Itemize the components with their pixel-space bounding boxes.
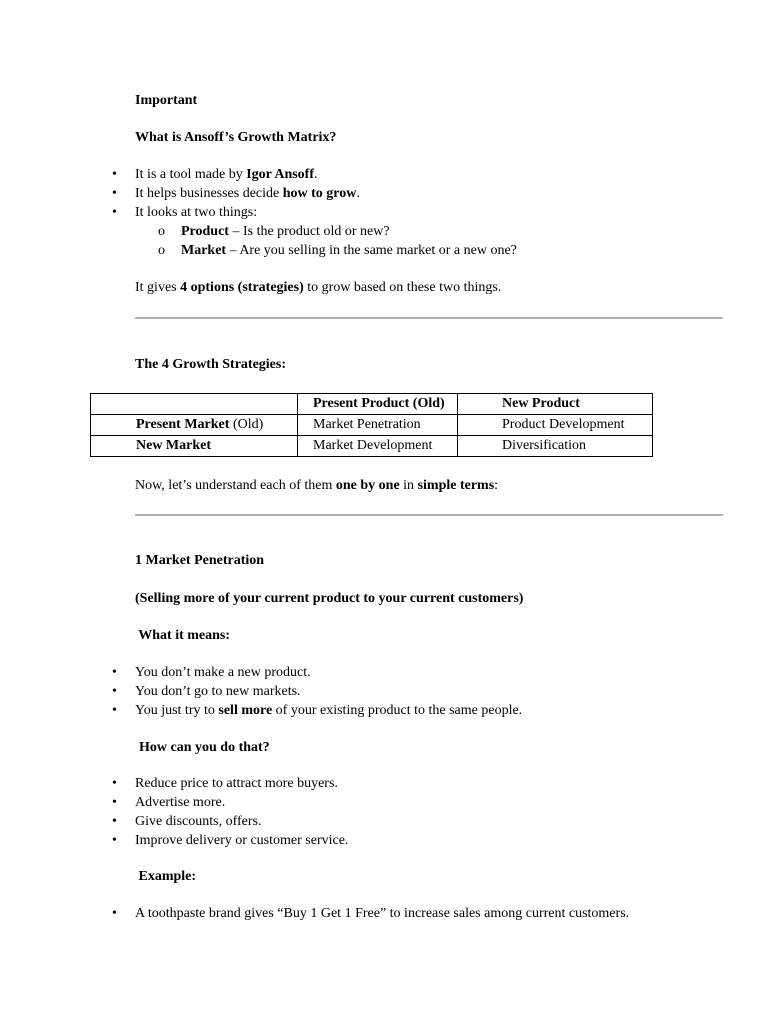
how-item-4: Improve delivery or customer service.: [135, 833, 349, 848]
sub-bullet-glyph: o: [158, 224, 165, 239]
intro-bullet-2: It helps businesses decide how to grow.: [135, 186, 360, 201]
how-item-2: Advertise more.: [135, 795, 226, 810]
intro-bullet-1: It is a tool made by Igor Ansoff.: [135, 167, 318, 182]
table-cell-market-development: Market Development: [298, 436, 458, 457]
table-row: [91, 436, 653, 457]
bullet-glyph: •: [112, 186, 117, 201]
section1-subtitle: (Selling more of your current product to your current customers): [135, 591, 524, 606]
table-row-label-present-market: Present Market (Old): [91, 415, 298, 436]
bullet-glyph: •: [112, 814, 117, 829]
table-row: [91, 415, 653, 436]
bullet-glyph: •: [112, 205, 117, 220]
example-item-1: A toothpaste brand gives “Buy 1 Get 1 Free” to increase sales among current customers.: [135, 906, 630, 921]
strategies-heading: The 4 Growth Strategies:: [135, 357, 286, 372]
heading-question: What is Ansoff’s Growth Matrix?: [135, 130, 337, 145]
section1-example-heading: Example:: [135, 869, 197, 884]
horizontal-rule: [135, 514, 723, 516]
intro-bullet-3: It looks at two things:: [135, 205, 258, 220]
table-row: [91, 394, 653, 415]
table-cell-diversification: Diversification: [458, 436, 653, 457]
bullet-glyph: •: [112, 167, 117, 182]
section1-how-heading: How can you do that?: [139, 740, 270, 755]
bullet-glyph: •: [112, 665, 117, 680]
meaning-item-2: You don’t go to new markets.: [135, 684, 301, 699]
ansoff-matrix-table: [90, 393, 653, 457]
table-cell-product-development: Product Development: [458, 415, 653, 436]
meaning-item-1: You don’t make a new product.: [135, 665, 311, 680]
bullet-glyph: •: [112, 833, 117, 848]
table-cell-market-penetration: Market Penetration: [298, 415, 458, 436]
meaning-item-3: You just try to sell more of your existing product to the same people.: [135, 703, 523, 718]
bullet-glyph: •: [112, 906, 117, 921]
understand-paragraph: Now, let’s understand each of them one by one in simple terms:: [135, 478, 499, 493]
sub-bullet-product: Product – Is the product old or new?: [181, 224, 390, 239]
horizontal-rule: [135, 317, 723, 319]
sub-bullet-market: Market – Are you selling in the same market or a new one?: [181, 243, 517, 258]
how-item-1: Reduce price to attract more buyers.: [135, 776, 338, 791]
table-header-present-product: Present Product (Old): [298, 394, 458, 415]
bullet-glyph: •: [112, 684, 117, 699]
sub-bullet-glyph: o: [158, 243, 165, 258]
bullet-glyph: •: [112, 703, 117, 718]
intro-gives-paragraph: It gives 4 options (strategies) to grow based on these two things.: [135, 280, 502, 295]
section1-what-heading: What it means:: [135, 628, 231, 643]
section1-title: 1 Market Penetration: [135, 553, 265, 568]
table-row-label-new-market: New Market: [91, 436, 298, 457]
table-cell-empty: [91, 394, 298, 415]
table-header-new-product: New Product: [458, 394, 653, 415]
how-item-3: Give discounts, offers.: [135, 814, 262, 829]
heading-important: Important: [135, 93, 198, 108]
bullet-glyph: •: [112, 776, 117, 791]
bullet-glyph: •: [112, 795, 117, 810]
